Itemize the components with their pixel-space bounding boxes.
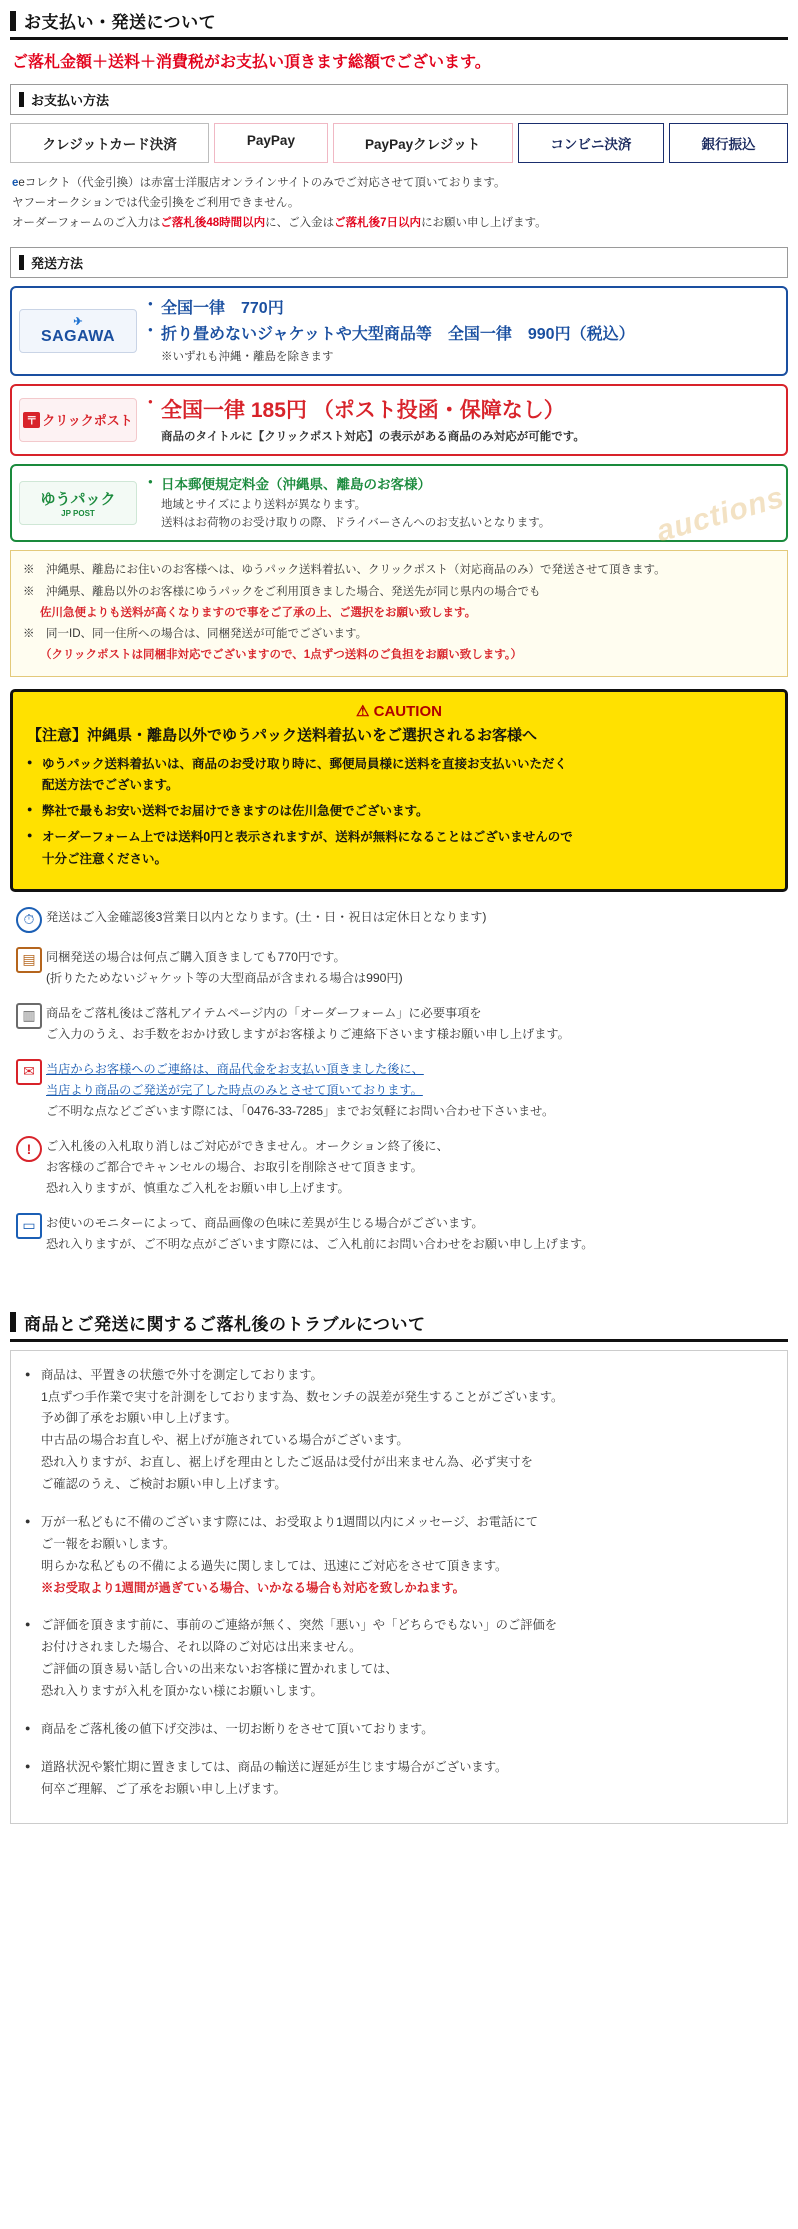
carrier-logo-cell-yupack xyxy=(12,466,144,540)
exclamation-icon: ! xyxy=(16,1136,42,1162)
payment-method-heading xyxy=(10,84,788,115)
payment-method-list xyxy=(10,123,788,163)
info-line: お客様のご都合でキャンセルの場合、お取引を削除させて頂きます。 xyxy=(46,1159,423,1174)
info-icon-cell xyxy=(12,1212,46,1239)
payment-shipping-page xyxy=(0,8,798,1834)
payment-note-3 xyxy=(12,213,786,233)
caution-item-3-line1: オーダーフォーム上では送料0円と表示されますが、送料が無料になることはございませんので xyxy=(42,830,573,845)
trouble-line: 予め御了承をお願い申し上げます。 xyxy=(41,1411,237,1426)
carrier-clickpost xyxy=(10,384,788,456)
carrier-sagawa-body xyxy=(144,288,786,374)
payment-note-3-mid: に、ご入金は xyxy=(265,217,335,230)
trouble-item-price-negotiation xyxy=(25,1719,773,1741)
carrier-clickpost-body xyxy=(144,386,786,454)
payment-note-3-suffix: にお願い申し上げます。 xyxy=(421,217,547,230)
trouble-line: ご確認のうえ、ご検討お願い申し上げます。 xyxy=(41,1477,287,1492)
trouble-line: ● 商品をご落札後の値下げ交渉は、一切お断りをさせて頂いております。 xyxy=(41,1721,434,1736)
carrier-yupack-body xyxy=(144,466,786,540)
title-bar xyxy=(10,11,16,31)
trouble-item-measurement xyxy=(25,1365,773,1496)
payment-method-credit-card[interactable]: クレジットカード決済 xyxy=(10,123,209,163)
trouble-line: 明らかな私どもの不備による過失に関しましては、迅速にご対応をさせて頂きます。 xyxy=(41,1558,508,1573)
payment-method-paypay-credit[interactable]: PayPayクレジット xyxy=(333,123,513,163)
shipping-notes-box xyxy=(10,550,788,676)
info-icon-cell xyxy=(12,1135,46,1162)
trouble-line-with-emphasis xyxy=(41,1387,773,1409)
info-text-shipping-schedule xyxy=(46,906,786,928)
payment-method-bank-transfer[interactable]: 銀行振込 xyxy=(669,123,788,163)
yupack-logo-text: ゆうパック xyxy=(40,491,116,509)
info-row-monitor-color xyxy=(12,1212,786,1255)
info-line: ご不明な点などございます際には、「0476-33-7285」までお気軽にお問い合わせ下さいませ。 xyxy=(46,1103,555,1118)
yupack-note-2: 送料はお荷物のお受け取りの際、ドライバーさんへのお支払いとなります。 xyxy=(161,516,551,529)
caution-item-3-line2: 十分ご注意ください。 xyxy=(42,851,168,866)
info-line: 恐れ入りますが、ご不明な点がございます際には、ご入札前にお問い合わせをお願い申し上げます。 xyxy=(46,1236,594,1251)
shipping-note-2: ※ 沖縄県、離島以外のお客様にゆうパックをご利用頂きました場合、発送先が同じ県内の場合でも xyxy=(23,585,541,598)
info-row-combined-shipping xyxy=(12,946,786,989)
trouble-line: ● 万が一私どもに不備のございます際には、お受取より1週間以内にメッセージ、お電話にて xyxy=(41,1514,538,1529)
payment-note-3-em1: ご落札後48時間以内 xyxy=(160,217,266,230)
carrier-logo-cell xyxy=(12,288,144,374)
trouble-box xyxy=(10,1350,788,1824)
trouble-title-text: 商品とご発送に関するご落札後のトラブルについて xyxy=(24,1314,426,1334)
shipping-note-2b: 佐川急便よりも送料が高くなりますので事をご了承の上、ご選択をお願い致します。 xyxy=(40,606,477,619)
trouble-line: ● 商品は、平置きの状態で外寸を測定しております。 xyxy=(41,1367,323,1382)
shipping-note-1: ※ 沖縄県、離島にお住いのお客様へは、ゆうパック送料着払い、クリックポスト（対応商品のみ）で発送させて頂きます。 xyxy=(23,564,666,577)
payment-method-paypay[interactable]: PayPay xyxy=(214,123,327,163)
page-title-text: お支払い・発送について xyxy=(24,13,217,32)
trouble-title xyxy=(10,1310,788,1342)
info-text-combined-shipping xyxy=(46,946,786,989)
caution-item-3 xyxy=(27,827,771,870)
info-text-cancellation xyxy=(46,1135,786,1199)
clickpost-logo-icon xyxy=(19,398,137,442)
caution-item-2 xyxy=(27,801,771,822)
carrier-sagawa xyxy=(10,286,788,376)
trouble-line-emphasis: ※お受取より1週間が過ぎている場合、いかなる場合も対応を致しかねます。 xyxy=(41,1580,465,1595)
info-line: ご入札後の入札取り消しはご対応ができません。オークション終了後に、 xyxy=(46,1138,449,1153)
yupack-note-1: 地域とサイズにより送料が異なります。 xyxy=(161,498,367,511)
yupack-logo-sub: JP POST xyxy=(61,509,95,519)
caution-badge: ⚠ CAUTION xyxy=(356,702,442,720)
payment-method-konbini[interactable]: コンビニ決済 xyxy=(518,123,664,163)
clipboard-icon: ▥ xyxy=(16,1003,42,1029)
info-icon-cell xyxy=(12,906,46,933)
info-line: (折りたためないジャケット等の大型商品が含まれる場合は990円) xyxy=(46,970,403,985)
info-line: 当店からお客様へのご連絡は、商品代金をお支払い頂きました後に、 xyxy=(46,1061,424,1076)
trouble-line: 恐れ入りますが入札を頂かない様にお願いします。 xyxy=(41,1684,323,1699)
info-text-order-form xyxy=(46,1002,786,1045)
section-spacer xyxy=(0,1268,798,1302)
info-line: 商品をご落札後はご落札アイテムページ内の「オーダーフォーム」に必要事項を xyxy=(46,1005,482,1020)
info-icon-cell xyxy=(12,1058,46,1085)
info-row-cancellation xyxy=(12,1135,786,1199)
info-line: 当店より商品のご発送が完了した時点のみとさせて頂いております。 xyxy=(46,1082,423,1097)
caution-item-2-line1: 弊社で最もお安い送料でお届けできますのは佐川急便でございます。 xyxy=(42,804,429,819)
trouble-item-defect xyxy=(25,1512,773,1600)
info-icon-cell xyxy=(12,1002,46,1029)
shipping-note-3b: （クリックポストは同梱非対応でございますので、1点ずつ送料のご負担をお願い致します。） xyxy=(40,649,523,662)
mail-icon: ✉ xyxy=(16,1059,42,1085)
caution-item-1-line2: 配送方法でございます。 xyxy=(42,777,179,792)
yupack-rate: ● 日本郵便規定料金（沖縄県、離島のお客様） xyxy=(148,474,776,496)
sagawa-bird-icon: ✈ xyxy=(73,315,83,328)
package-icon: ▤ xyxy=(16,947,42,973)
carrier-logo-cell-clickpost xyxy=(12,386,144,454)
payment-method-heading-text: お支払い方法 xyxy=(31,93,110,108)
info-row-shipping-schedule xyxy=(12,906,786,933)
clock-icon: ⏱ xyxy=(16,907,42,933)
carrier-yupack xyxy=(10,464,788,542)
sagawa-exclusion-note: ※いずれも沖縄・離島を除きます xyxy=(161,350,334,363)
post-mark-icon: 〒 xyxy=(23,412,40,428)
shipping-method-heading xyxy=(10,247,788,278)
payment-note-3-prefix: オーダーフォームのご入力は xyxy=(12,217,161,230)
caution-title: 【注意】沖縄県・離島以外でゆうパック送料着払いをご選択されるお客様へ xyxy=(27,726,538,744)
clickpost-rate: ● 全国一律 185円 （ポスト投函・保障なし） xyxy=(148,394,776,428)
trouble-line: 1点ずつ手作業で実寸を計測をしております為、数センチの誤差が発生することがございます。 xyxy=(41,1389,564,1404)
info-text-monitor-color xyxy=(46,1212,786,1255)
payment-note-1 xyxy=(12,173,786,193)
shipping-note-3: ※ 同一ID、同一住所への場合は、同梱発送が可能でございます。 xyxy=(23,628,368,641)
page-title xyxy=(10,8,788,40)
caution-box xyxy=(10,689,788,892)
trouble-item-list xyxy=(25,1365,773,1801)
trouble-item-delivery-delay xyxy=(25,1757,773,1801)
clickpost-logo-text: クリックポスト xyxy=(42,413,133,429)
caution-item-1 xyxy=(27,754,771,797)
sagawa-logo-text: SAGAWA xyxy=(40,327,116,345)
trouble-line: お付けされました場合、それ以降のご対応は出来ません。 xyxy=(41,1640,362,1655)
sagawa-rate-oversize: ● 折り畳めないジャケットや大型商品等 全国一律 990円（税込） xyxy=(148,322,776,348)
trouble-line: 何卒ご理解、ご了承をお願い申し上げます。 xyxy=(41,1781,286,1796)
info-row-contact xyxy=(12,1058,786,1122)
trouble-line: ご一報をお願いします。 xyxy=(41,1536,176,1551)
sagawa-logo-icon xyxy=(19,309,137,353)
trouble-line: 恐れ入りますが、お直し、裾上げを理由としたご返品は受付が出来ません為、必ず実寸を xyxy=(41,1455,533,1470)
payment-note-2: ヤフーオークションでは代金引換をご利用できません。 xyxy=(12,197,300,210)
clickpost-condition: 商品のタイトルに【クリックポスト対応】の表示がある商品のみ対応が可能です。 xyxy=(161,430,585,443)
info-text-contact xyxy=(46,1058,786,1122)
trouble-title-bar xyxy=(10,1312,16,1332)
info-line: 発送はご入金確認後3営業日以内となります。(土・日・祝日は定休日となります) xyxy=(46,909,487,924)
trouble-line: ご評価の頂き易い話し合いの出来ないお客様に置かれましては、 xyxy=(41,1662,398,1677)
ecollect-label: e xyxy=(12,177,19,189)
heading-bar xyxy=(19,92,24,107)
info-line: ご入力のうえ、お手数をおかけ致しますがお客様よりご連絡下さいます様お願い申し上げます。 xyxy=(46,1026,570,1041)
trouble-line: ● ご評価を頂きます前に、事前のご連絡が無く、突然「悪い」や「どちらでもない」のご評価を xyxy=(41,1618,558,1633)
payment-notes xyxy=(12,173,786,233)
payment-note-1-text: eコレクト（代金引換）は赤富士洋服店オンラインサイトのみでご対応させて頂いております。 xyxy=(18,177,506,189)
trouble-line: 中古品の場合お直しや、裾上げが施されている場合がございます。 xyxy=(41,1433,409,1448)
caution-item-list xyxy=(27,754,771,870)
heading-bar-shipping xyxy=(19,255,24,270)
info-list xyxy=(12,906,786,1255)
info-line: 恐れ入りますが、慎重なご入札をお願い申し上げます。 xyxy=(46,1180,350,1195)
info-icon-cell xyxy=(12,946,46,973)
watermark: auctions xyxy=(652,480,788,549)
trouble-line: ● 道路状況や繁忙期に置きましては、商品の輸送に遅延が生じます場合がございます。 xyxy=(41,1759,508,1774)
info-line: 同梱発送の場合は何点ご購入頂きましても770円です。 xyxy=(46,949,346,964)
caution-item-1-line1: ゆうパック送料着払いは、商品のお受け取り時に、郵便局員様に送料を直接お支払いいただく xyxy=(42,756,568,771)
info-line: お使いのモニターによって、商品画像の色味に差異が生じる場合がございます。 xyxy=(46,1215,484,1230)
payment-note-3-em2: ご落札後7日以内 xyxy=(334,217,422,230)
info-row-order-form xyxy=(12,1002,786,1045)
sagawa-rate-standard: ● 全国一律 770円 xyxy=(148,296,776,322)
trouble-item-rating xyxy=(25,1615,773,1703)
monitor-icon: ▭ xyxy=(16,1213,42,1239)
total-amount-note: ご落札金額＋送料＋消費税がお支払い頂きます総額でございます。 xyxy=(12,54,491,71)
shipping-method-heading-text: 発送方法 xyxy=(31,256,84,272)
yupack-logo-icon xyxy=(19,481,137,525)
